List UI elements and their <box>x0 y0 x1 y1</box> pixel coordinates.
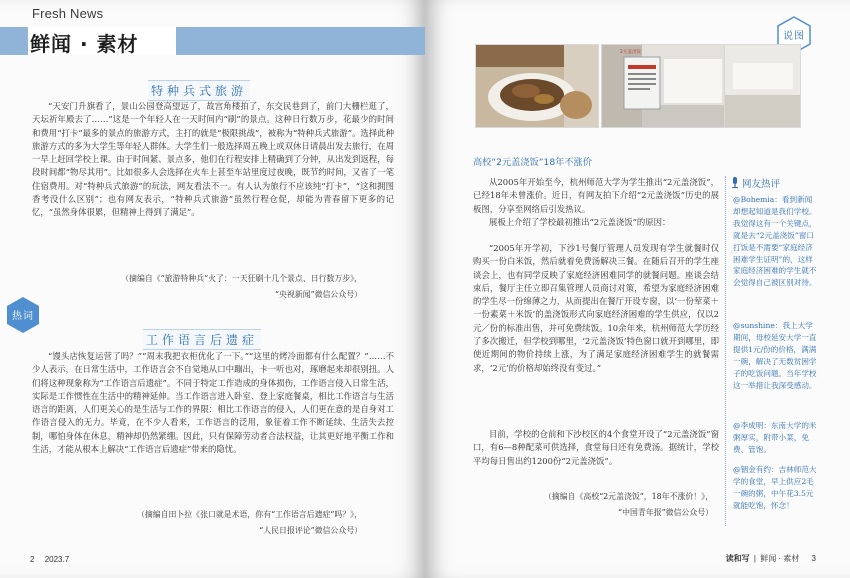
article-paragraph-4: 目前，学校的仓前和下沙校区的4个食堂开设了“2元盖浇饭”窗口，有6—8种配菜可供选择，食堂每日还有免费汤。据统计，学校平均每日售出约1200份“2元盖浇饭”。 <box>473 429 719 466</box>
article-source-line2: “中国青年报”微信公众号） <box>618 508 713 517</box>
comment-jinyouyue: @铟金有约：吉林师范大学的食堂，早上供应2毛一碗的粥，中午花3.5元就能吃饱，怀念！ <box>733 465 817 510</box>
canteen-counter-photo <box>725 44 801 128</box>
section2-paragraph: “馒头店恢复运营了吗？”“周末我把衣柜优化了一下。”“这里的烤冷面都有什么配置？”……不少人表示，在日常生活中，工作语言会不自觉地从口中蹦出，卡一听也对，琢磨起来却很别扭。人们将这种现象称为“工作语言后遗症”。不同于特定工作造成的身体损伤，工作语言侵入日常生活，实际是工作惯性在生活中的精神延伸。当工作语言进入卧室、登上家庭餐桌，相比工作语言与生活语言的距离，人们更关心的是生活与工作的界限：相比工作语言的侵入，人们更在意的是自身对工作语言侵入的无力。毕竟，在不少人看来，工作语言的泛用，象征着工作不断延续、生活失去控制，哪怕身体在休息，精神却仍然紧绷。因此，只有保障劳动者合法权益，让其更好地平衡工作和生活，才能从根本上解决“工作语言后遗症”带来的隐忧。 <box>32 351 394 455</box>
header-english-title: Fresh News <box>32 6 104 21</box>
left-footer <box>30 555 69 564</box>
food-plate-image <box>476 45 599 128</box>
canteen-counter-image <box>725 45 801 128</box>
canteen-sign-photo <box>601 44 725 128</box>
canteen-sign-image <box>602 45 725 128</box>
comment-bohemia: @Bohemia：看到新闻却想起知道是我们学校。我觉得这有一个关键点，就是去“2元盖浇饭”窗口打饭是不需要“家庭经济困难学生证明”的，这样家庭经济困难的学生就不会觉得自己被区别对待。 <box>733 195 817 288</box>
hot-word-label: 热词 <box>12 311 34 322</box>
section-heading-work-language: 工作语言后遗症 <box>143 329 261 350</box>
section1-source-line1: （摘编自《“旅游特种兵”火了：一天狂刷十几个景点、日行数万步》， <box>121 274 362 283</box>
comment-li-chengming: @李成明：东南大学的米粥厚实，附带小菜，免费、管饱。 <box>733 421 817 454</box>
food-plate-photo <box>475 44 599 128</box>
header-chinese-title: 鲜闻 · 素材 <box>30 32 139 56</box>
footer-section: 鲜闻 · 素材 <box>760 554 800 563</box>
hot-word-tag <box>6 296 40 334</box>
section2-source-line1: （摘编自田卜拉《张口就是术语，你有“工作语言后遗症”吗？》， <box>136 510 362 519</box>
article-paragraph-3: “2005年开学初，下沙1号餐厅管理人员发现有学生就餐时仅购买一份白米饭，然后就着免费汤解决三餐。在随后召开的学生座谈会上，也有同学反映了家庭经济困难同学的就餐问题。座谈会结束后，餐厅主任立即召集管理人员商讨对策，希望为家庭经济困难的学生尽一份绵薄之力，从而提出在餐厅开设专窗，以‘一份荤菜＋一份素菜＋米饭’的盖浇饭形式向家庭经济困难的学生供应，仅以2元／份的标准出售，并可免费续饭。10余年来，杭州师范大学历经了多次搬迁，但学校到哪里，‘2元盖浇饭’特色窗口就开到哪里，即使近期间的物价持续上涨，为了满足家庭经济困难学生的就餐需求，‘2元’的价格却始终没有变过。” <box>473 243 719 373</box>
right-page-number: 3 <box>811 554 816 563</box>
header-title-bar <box>0 27 425 55</box>
section1-paragraph: “天安门升旗看了，景山公园登高望远了，故宫角楼拍了，东交民巷到了，前门大栅栏逛了，天坛祈年殿去了……”这是一个年轻人在一天时间内“刷”的景点。这种日行数万步，花最少的时间和费用“打卡”最多的景点的旅游方式，主打的就是“极限挑战”，被称为“特种兵式旅游”。选择此种旅游方式的多为大学生等年轻人群体。大学生们一般选择周五晚上或双休日请晨出发去旅行，在周一早上赶回学校上课。由于时间紧、景点多，他们在行程安排上精确到了分钟，从出发到返程，每段时间都“物尽其用”。比如很多人会选择在火车上甚至车站里度过夜晚，既节约时间，又省了一笔住宿费用。对“特种兵式旅游”的玩法，网友看法不一。有人认为旅行不应该纯“打卡”，“这和拥图香考没什么区别”；也有网友表示，“特种兵式旅游”虽然行程仓促，却能为青春留下更多的记忆，“虽然身体很累，但精神上得到了满足”。 <box>32 101 394 218</box>
comments-heading <box>731 176 780 190</box>
section2-source-line2: “人民日报评论”微信公众号） <box>259 526 362 535</box>
article-paragraph-1: 从2005年开始至今，杭州师范大学为学生推出“2元盖浇饭”，已经18年未曾涨价。近日，有网友拍下介绍“2元盖浇饭”历史的展板图，分享至网络后引发热议。 <box>473 177 719 214</box>
right-footer: 读和写 | 鲜闻 · 素材 3 <box>725 554 816 563</box>
section1-source-line2: “央视新闻”微信公众号） <box>275 290 362 299</box>
article-paragraph-2: 展板上介绍了学校最初推出“2元盖浇饭”的原因： <box>489 217 671 227</box>
issue-date: 2023.7 <box>44 555 70 564</box>
left-page-number: 2 <box>30 555 35 564</box>
comments-heading-label: 网友热评 <box>742 179 781 190</box>
comment-sunshine: @sunshine：我上大学期间，母校延安大学一直提供1元/份的价格，满满一碗，解决了无数贫困学子的吃饭问题。当年学校这一举措让我深受感动。 <box>733 321 817 390</box>
section-heading-special-forces-travel: 特种兵式旅游 <box>148 80 250 101</box>
article-title: 高校“2元盖浇饭”18年不涨价 <box>473 157 592 168</box>
article-source-line1: （摘编自《高校“2元盖浇饭”，18年不涨价！》， <box>543 492 713 501</box>
microphone-icon <box>731 177 739 188</box>
right-page <box>425 0 850 578</box>
sign-text: 2元盖浇饭 <box>620 50 641 55</box>
footer-brand: 读和写 <box>725 554 750 563</box>
illustration-label: 说图 <box>783 31 805 42</box>
